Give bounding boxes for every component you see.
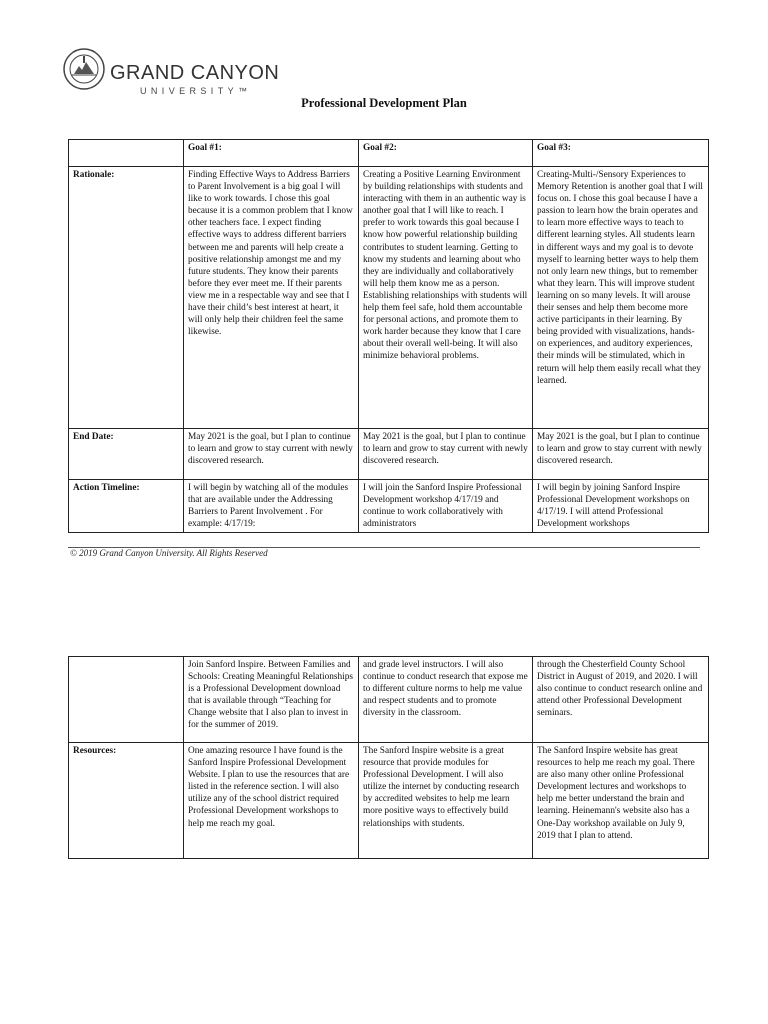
plan-table-page-2 [68, 656, 709, 859]
header-empty-cell [69, 140, 184, 167]
continuation-goal-1: Join Sanford Inspire. Between Families and Schools: Creating Meaningful Relationships is a Professional Development download that is available through “Teaching for Change website that I also plan to invest in for the summer of 2019. [184, 657, 359, 743]
end-date-goal-3: May 2021 is the goal, but I plan to continue to learn and grow to stay current with newly discovered research. [533, 429, 709, 480]
continuation-goal-2: and grade level instructors. I will also continue to conduct research that expose me to different culture norms to help me value and respect students and to promote diversity in the classroom. [359, 657, 533, 743]
copyright-text: © 2019 Grand Canyon University. All Rights Reserved [70, 548, 268, 558]
resources-goal-1: One amazing resource I have found is the Sanford Inspire Professional Development Website. I plan to use the resources that are listed in the reference section. I will also utilize any of the school district required Professional Development workshops to help me reach my goal. [184, 743, 359, 859]
rationale-goal-2: Creating a Positive Learning Environment by building relationships with students and interacting with them in an authentic way is another goal that I will like to reach. I prefer to work towards this goal because I know how powerful relationship building contributes to student learning. Getting to know my students and learning about who they are individually and collaboratively will help them know me as a person. Establishing relationships with students will help them feel safe, hold them accountable for personal actions, and promote them to work harder because they know that I care about their overall well-being. It will also minimize behavioral problems. [359, 167, 533, 429]
resources-goal-2: The Sanford Inspire website is a great resource that provide modules for Professional Development. I will also utilize the internet by conducting research by accredited websites to help me learn more positive ways to effectively build relationships with students. [359, 743, 533, 859]
university-seal-icon [62, 46, 106, 92]
end-date-row [69, 429, 709, 480]
goal-2-header: Goal #2: [359, 140, 533, 167]
brand-subtitle: UNIVERSITY™ [140, 86, 252, 96]
goal-1-header: Goal #1: [184, 140, 359, 167]
end-date-label: End Date: [69, 429, 184, 480]
action-timeline-goal-3: I will begin by joining Sanford Inspire Professional Development workshops on 4/17/19. I will attend Professional Development workshops [533, 480, 709, 533]
rationale-goal-1: Finding Effective Ways to Address Barriers to Parent Involvement is a big goal I will like to work towards. I chose this goal because it is a common problem that I know other teachers face. I expect finding effective ways to address different barriers between me and parents will help create a positive relationship amongst me and my future students. They know their parents before they ever meet me. If their parents view me in a respectable way and see that I have their child’s best interest at heart, it will only help their children feel the same likewise. [184, 167, 359, 429]
action-timeline-goal-1: I will begin by watching all of the modules that are available under the Addressing Barriers to Parent Involvement . For example: 4/17/19: [184, 480, 359, 533]
brand-name: GRAND CANYON [110, 62, 280, 84]
continuation-empty-cell [69, 657, 184, 743]
resources-row [69, 743, 709, 859]
action-timeline-label: Action Timeline: [69, 480, 184, 533]
rationale-row [69, 167, 709, 429]
resources-label: Resources: [69, 743, 184, 859]
end-date-goal-2: May 2021 is the goal, but I plan to continue to learn and grow to stay current with newly discovered research. [359, 429, 533, 480]
continuation-goal-3: through the Chesterfield County School District in August of 2019, and 2020. I will also continue to conduct research online and attend other Professional Development seminars. [533, 657, 709, 743]
action-timeline-continued-row [69, 657, 709, 743]
action-timeline-goal-2: I will join the Sanford Inspire Professional Development workshop 4/17/19 and continue to work collaboratively with administrators [359, 480, 533, 533]
page-title: Professional Development Plan [301, 96, 467, 110]
action-timeline-row [69, 480, 709, 533]
plan-table-page-1 [68, 139, 709, 533]
rationale-label: Rationale: [69, 167, 184, 429]
rationale-goal-3: Creating-Multi-/Sensory Experiences to Memory Retention is another goal that I will focus on. I chose this goal because I have a passion to learn how the brain operates and to learn more effective ways to teach to different learning styles. All students learn in different ways and my goal is to devote myself to learning better ways to help them not only learn new things, but to remember what they learn. This will improve student learning on so many levels. It will arouse their senses and help them become more active participants in their learning. By being provided with visualizations, hands-on experiences, and auditory experiences, their minds will be stimulated, which in return will help them easily recall what they learned. [533, 167, 709, 429]
table-header-row [69, 140, 709, 167]
goal-3-header: Goal #3: [533, 140, 709, 167]
end-date-goal-1: May 2021 is the goal, but I plan to continue to learn and grow to stay current with newly discovered research. [184, 429, 359, 480]
resources-goal-3: The Sanford Inspire website has great resources to help me reach my goal. There are also many other online Professional Development lectures and workshops to help me better understand the brain and learning. Heinemann's website also has a One-Day workshop available on July 9, 2019 that I plan to attend. [533, 743, 709, 859]
